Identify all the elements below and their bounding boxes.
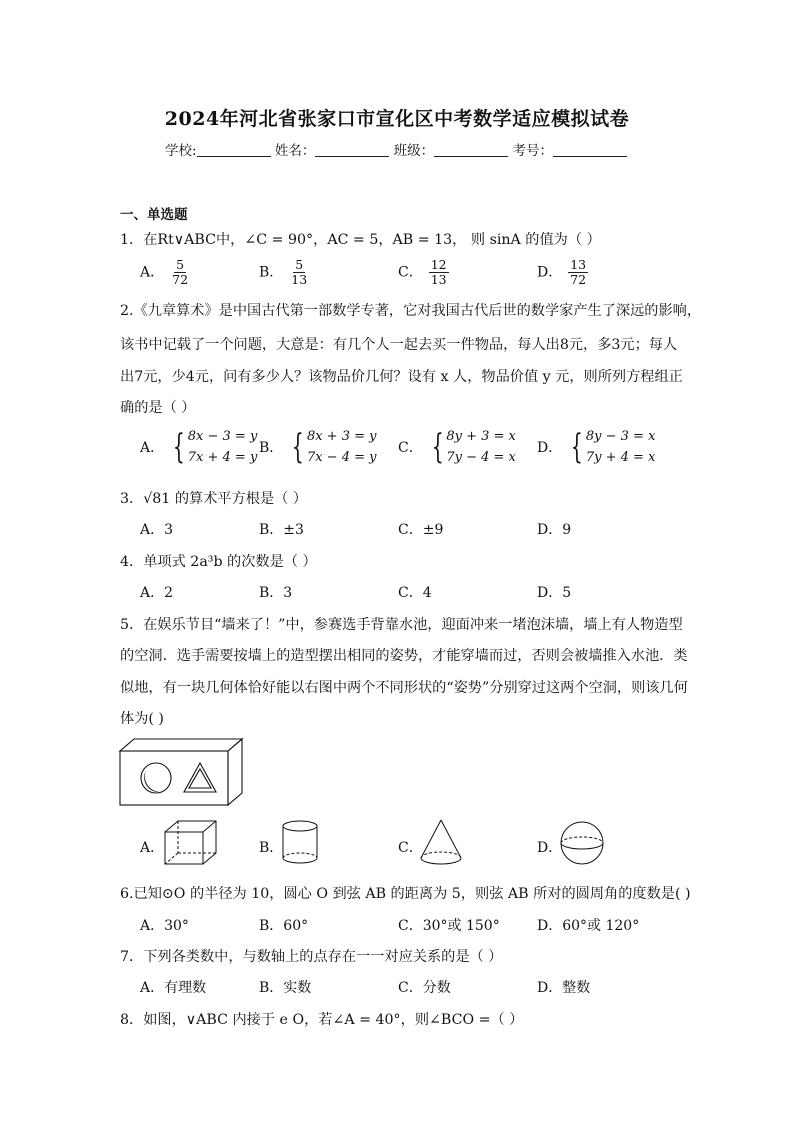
- q2-c-eq2: 7y − 4 = x: [446, 450, 516, 465]
- q4-option-a: A．2: [140, 585, 174, 601]
- student-info-row: [165, 139, 627, 159]
- q2-option-c: C． { 8y + 3 = x 7y − 4 = x: [398, 427, 516, 467]
- q2-option-b: B． { 8x + 3 = y 7x − 4 = y: [259, 427, 377, 467]
- q1-c-num: 12: [430, 257, 447, 272]
- q1-option-d: D． $\frac{13}{72}$: [537, 257, 587, 287]
- q1-option-a: A． $\frac{5}{72}$: [140, 257, 189, 287]
- q5-option-a-label: A．: [140, 840, 165, 856]
- q7-option-d: D．整数: [537, 980, 591, 996]
- q4-option-c: C．4: [398, 585, 432, 601]
- q6-option-d: D．60°或 120°: [537, 918, 640, 934]
- q2-line-3: 出7元，少4元，问有多少人？该物品价几何？设有 x 人，物品价值 y 元，则所列方程组正: [120, 369, 683, 385]
- q4-option-b: B．3: [259, 585, 293, 601]
- q1-option-c: C． $\frac{12}{13}$: [398, 257, 447, 287]
- q2-line-4: 确的是（ ）: [120, 400, 196, 416]
- q6-option-a: A．30°: [140, 918, 189, 934]
- q5-line-4: 体为( ): [120, 711, 164, 727]
- exam-no-label: 考号：: [512, 143, 553, 159]
- q2-option-d: D． { 8y − 3 = x 7y + 4 = x: [537, 427, 656, 467]
- q1-option-b: B． $\frac{5}{13}$: [259, 257, 308, 287]
- q6-option-b: B．60°: [259, 918, 309, 934]
- q1-d-den: 72: [570, 272, 587, 287]
- q5-option-d-label: D．: [537, 840, 563, 856]
- cube-figure: [162, 818, 220, 866]
- q8-stem: 8．如图，∨ABC 内接于 e O，若∠A = 40°，则∠BCO =（ ）: [120, 1012, 524, 1028]
- triangle-hole-inner: [189, 769, 211, 788]
- q5-line-3: 似地，有一块几何体恰好能以右图中两个不同形状的“姿势”分别穿过这两个空洞，则该几何: [120, 680, 688, 696]
- sphere-figure: [559, 820, 605, 866]
- q3-option-c: C．±9: [398, 522, 444, 538]
- school-label: 学校:: [165, 143, 197, 159]
- q2-a-eq1: 8x − 3 = y: [187, 429, 258, 444]
- cone-figure: [418, 818, 464, 868]
- name-label: 姓名：: [274, 143, 316, 159]
- wall-side-face: [228, 739, 242, 805]
- q6-option-c: C．30°或 150°: [398, 918, 500, 934]
- q2-b-eq1: 8x + 3 = y: [306, 429, 377, 444]
- q1-b-num: 5: [295, 257, 304, 272]
- q3-option-b: B．±3: [259, 522, 304, 538]
- q2-b-eq2: 7x − 4 = y: [306, 450, 377, 465]
- class-label: 班级：: [393, 143, 435, 159]
- q7-option-a: A．有理数: [140, 980, 207, 996]
- wall-figure: [118, 737, 246, 807]
- q3-option-a: A．3: [140, 522, 174, 538]
- q1-a-num: 5: [176, 257, 185, 272]
- q7-stem: 7．下列各类数中，与数轴上的点存在一一对应关系的是（ ）: [120, 949, 503, 965]
- q1-d-num: 13: [570, 257, 587, 272]
- section-heading: 一、单选题: [120, 207, 188, 223]
- wall-front-face: [120, 751, 228, 805]
- q1-stem: 1．在Rt∨ABC中，∠C = 90°，AC = 5，AB = 13， 则 sinA 的值为（ ）: [120, 232, 601, 248]
- name-blank[interactable]: [315, 142, 389, 157]
- q5-option-c-label: C．: [398, 840, 423, 856]
- q2-line-1: 2.《九章算术》是中国古代第一部数学专著，它对我国古代后世的数学家产生了深远的影响，: [120, 303, 702, 319]
- q5-line-1: 5．在娱乐节目“墙来了！”中，参赛选手背靠水池，迎面冲来一堵泡沫墙，墙上有人物造型: [120, 617, 683, 633]
- q1-b-den: 13: [291, 272, 308, 287]
- q3-option-d: D．9: [537, 522, 572, 538]
- wall-top-face: [120, 739, 242, 751]
- q2-option-a: A． { 8x − 3 = y 7x + 4 = y: [140, 427, 258, 467]
- q4-option-d: D．5: [537, 585, 572, 601]
- school-blank[interactable]: [197, 142, 271, 157]
- q1-a-den: 72: [172, 272, 189, 287]
- q2-d-eq1: 8y − 3 = x: [585, 429, 656, 444]
- q6-stem: 6.已知⊙O 的半径为 10，圆心 O 到弦 AB 的距离为 5，则弦 AB 所对的圆周角的度数是( ): [120, 886, 691, 902]
- q3-stem: 3．√81 的算术平方根是（ ）: [120, 491, 308, 507]
- circle-hole-shadow: [144, 770, 162, 792]
- q2-d-eq2: 7y + 4 = x: [585, 450, 656, 465]
- q2-line-2: 该书中记载了一个问题，大意是：有几个人一起去买一件物品，每人出8元，多3元；每人: [120, 337, 678, 353]
- q5-line-2: 的空洞．选手需要按墙上的造型摆出相同的姿势，才能穿墙而过，否则会被墙推入水池．类: [120, 648, 688, 664]
- page-title: 2024年河北省张家口市宣化区中考数学适应模拟试卷: [164, 108, 630, 130]
- q2-c-eq1: 8y + 3 = x: [446, 429, 516, 444]
- q5-option-b-label: B．: [259, 840, 284, 856]
- q7-option-c: C．分数: [398, 980, 451, 996]
- q1-c-den: 13: [430, 272, 447, 287]
- q7-option-b: B．实数: [259, 980, 312, 996]
- exam-no-blank[interactable]: [553, 142, 627, 157]
- class-blank[interactable]: [434, 142, 508, 157]
- cylinder-figure: [279, 818, 321, 866]
- q4-stem: 4．单项式 2a³b 的次数是（ ）: [120, 554, 317, 570]
- circle-hole: [141, 763, 171, 793]
- q2-a-eq2: 7x + 4 = y: [187, 450, 258, 465]
